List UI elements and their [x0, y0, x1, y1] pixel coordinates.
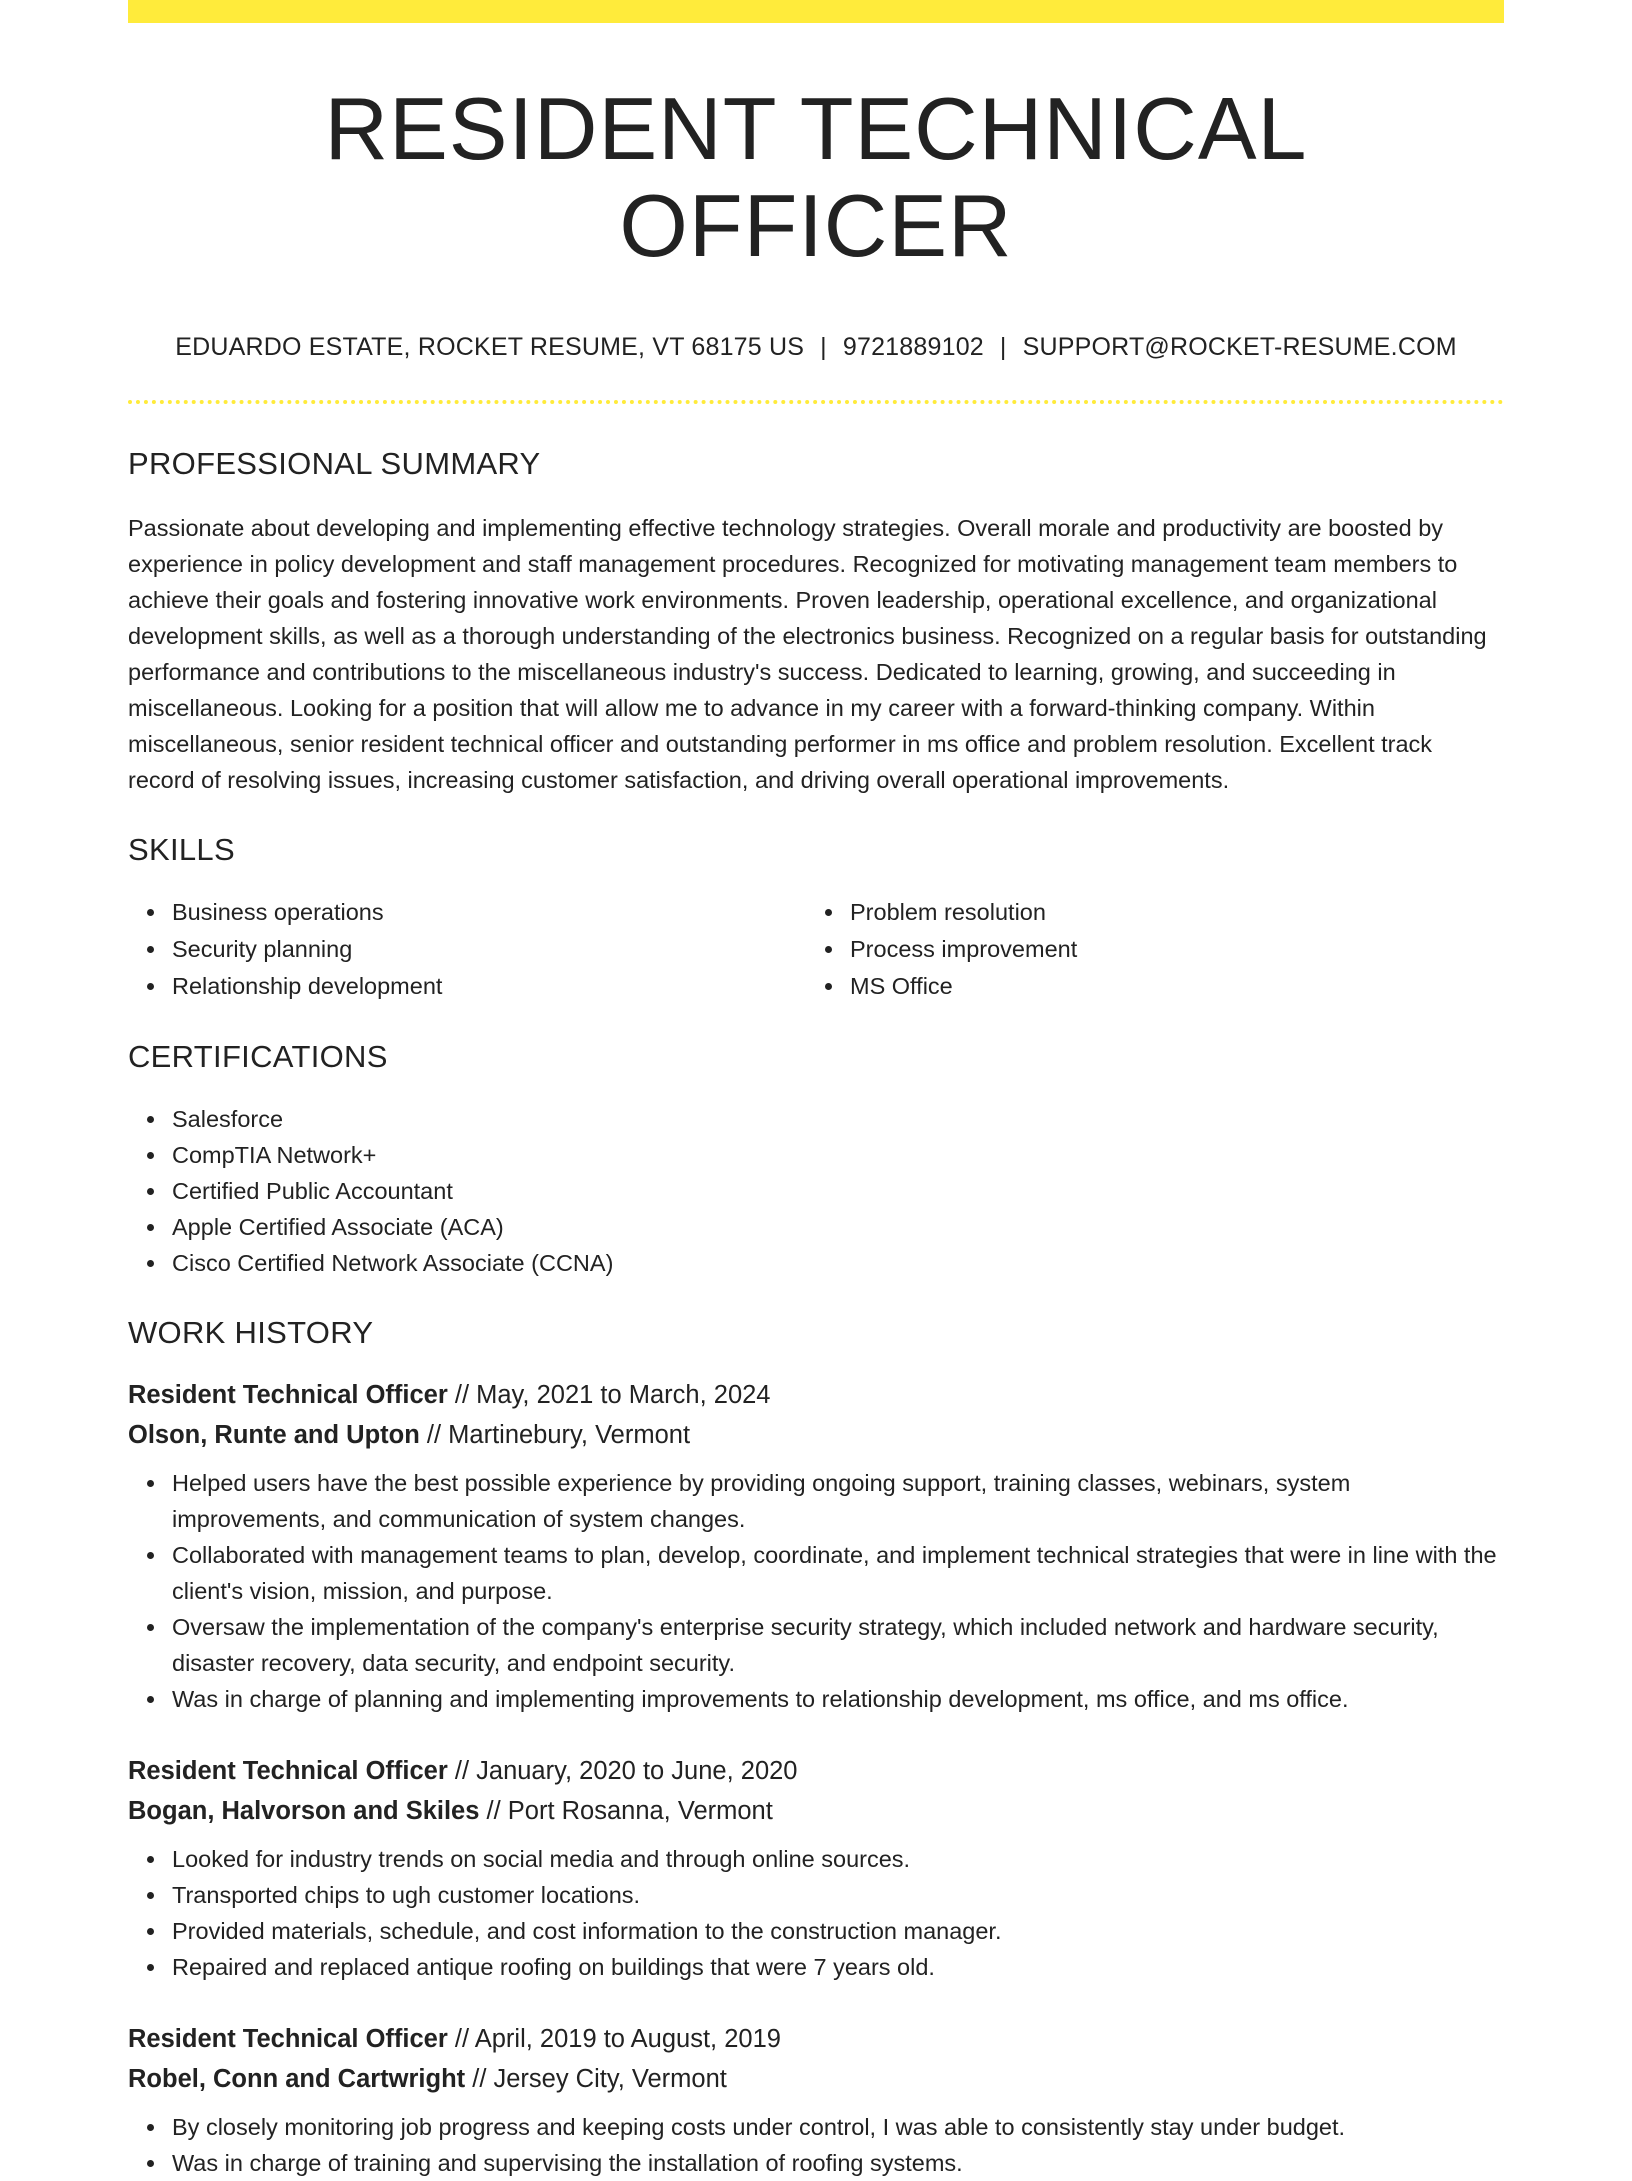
job-bullet: Helped users have the best possible experience by providing ongoing support, training classes, webinars, system improvements, and communication of system changes. [172, 1465, 1504, 1537]
job-company-line [128, 2059, 1504, 2099]
skill-item: Process improvement [850, 931, 1484, 967]
job-company-line [128, 1791, 1504, 1831]
certification-item: Cisco Certified Network Associate (CCNA) [172, 1245, 1504, 1281]
job-bullet: Was in charge of training and supervising the installation of roofing systems. [172, 2145, 1504, 2181]
skills-heading: SKILLS [128, 831, 235, 867]
job-bullets [128, 2109, 1504, 2181]
job-bullet: Transported chips to ugh customer locations. [172, 1877, 1504, 1913]
skill-item: Problem resolution [850, 894, 1484, 930]
job-bullet: Repaired and replaced antique roofing on buildings that were 7 years old. [172, 1949, 1504, 1985]
job-title-line [128, 1375, 1504, 1415]
work-history-section [128, 1315, 1504, 2181]
job-entry [128, 1751, 1504, 1985]
skills-section [128, 832, 1504, 1005]
job-company: Robel, Conn and Cartwright [128, 2064, 466, 2093]
skill-item: Relationship development [172, 968, 806, 1004]
contact-email: SUPPORT@ROCKET-RESUME.COM [1022, 332, 1457, 361]
contact-phone: 9721889102 [842, 332, 984, 361]
summary-heading: PROFESSIONAL SUMMARY [128, 445, 541, 481]
job-bullet: Looked for industry trends on social media and through online sources. [172, 1841, 1504, 1877]
skills-column-right [806, 894, 1484, 1005]
job-entry [128, 2019, 1504, 2181]
job-company-line [128, 1415, 1504, 1455]
skill-item: Business operations [172, 894, 806, 930]
job-title: Resident Technical Officer [128, 1756, 448, 1785]
skills-column-left [128, 894, 806, 1005]
job-location: // Jersey City, Vermont [465, 2064, 727, 2093]
job-entry [128, 1375, 1504, 1717]
work-history-heading: WORK HISTORY [128, 1314, 374, 1350]
job-bullet: Collaborated with management teams to plan, develop, coordinate, and implement technical strategies that were in line with the client's vision, mission, and purpose. [172, 1537, 1504, 1609]
summary-section [128, 446, 1504, 798]
job-dates: // May, 2021 to March, 2024 [447, 1380, 771, 1409]
skill-item: Security planning [172, 931, 806, 967]
certification-item: Apple Certified Associate (ACA) [172, 1209, 1504, 1245]
resume-page [128, 0, 1504, 2181]
contact-separator: | [820, 332, 827, 361]
job-title: Resident Technical Officer [128, 2024, 448, 2053]
job-company: Bogan, Halvorson and Skiles [128, 1796, 480, 1825]
certification-item: CompTIA Network+ [172, 1137, 1504, 1173]
certifications-list [128, 1101, 1504, 1281]
top-accent-bar [128, 0, 1504, 23]
job-title: Resident Technical Officer [128, 1380, 448, 1409]
job-title-line [128, 2019, 1504, 2059]
job-location: // Martinebury, Vermont [419, 1420, 691, 1449]
job-title-line [128, 1751, 1504, 1791]
certification-item: Certified Public Accountant [172, 1173, 1504, 1209]
job-bullets [128, 1841, 1504, 1985]
contact-separator: | [999, 332, 1007, 361]
certifications-heading: CERTIFICATIONS [128, 1038, 388, 1074]
certifications-section [128, 1039, 1504, 1281]
job-bullet: Provided materials, schedule, and cost information to the construction manager. [172, 1913, 1504, 1949]
summary-text: Passionate about developing and implementing effective technology strategies. Overall morale and productivity are boosted by experience in policy development and staff management procedures. Recognized for motivating management team members to achieve their goals and fostering innovative work environments. Proven leadership, operational excellence, and organizational development skills, as well as a thorough understanding of the electronics business. Recognized on a regular basis for outstanding performance and contributions to the miscellaneous industry's success. Dedicated to learning, growing, and succeeding in miscellaneous. Looking for a position that will allow me to advance in my career with a forward-thinking company. Within miscellaneous, senior resident technical officer and outstanding performer in ms office and problem resolution. Excellent track record of resolving issues, increasing customer satisfaction, and driving overall operational improvements. [128, 514, 1487, 793]
contact-line [128, 333, 1504, 362]
skills-grid [128, 894, 1504, 1005]
skill-item: MS Office [850, 968, 1484, 1004]
job-location: // Port Rosanna, Vermont [479, 1796, 773, 1825]
job-bullet: Oversaw the implementation of the company's enterprise security strategy, which included network and hardware security, disaster recovery, data security, and endpoint security. [172, 1609, 1504, 1681]
job-bullets [128, 1465, 1504, 1717]
resume-title: RESIDENT TECHNICAL OFFICER [324, 79, 1308, 275]
job-bullet: By closely monitoring job progress and keeping costs under control, I was able to consistently stay under budget. [172, 2109, 1504, 2145]
contact-address: EDUARDO ESTATE, ROCKET RESUME, VT 68175 US [175, 332, 805, 361]
job-bullet: Was in charge of planning and implementing improvements to relationship development, ms office, and ms office. [172, 1681, 1504, 1717]
job-dates: // January, 2020 to June, 2020 [447, 1756, 798, 1785]
dotted-divider [128, 400, 1504, 404]
job-dates: // April, 2019 to August, 2019 [447, 2024, 781, 2053]
job-company: Olson, Runte and Upton [128, 1420, 420, 1449]
certification-item: Salesforce [172, 1101, 1504, 1137]
